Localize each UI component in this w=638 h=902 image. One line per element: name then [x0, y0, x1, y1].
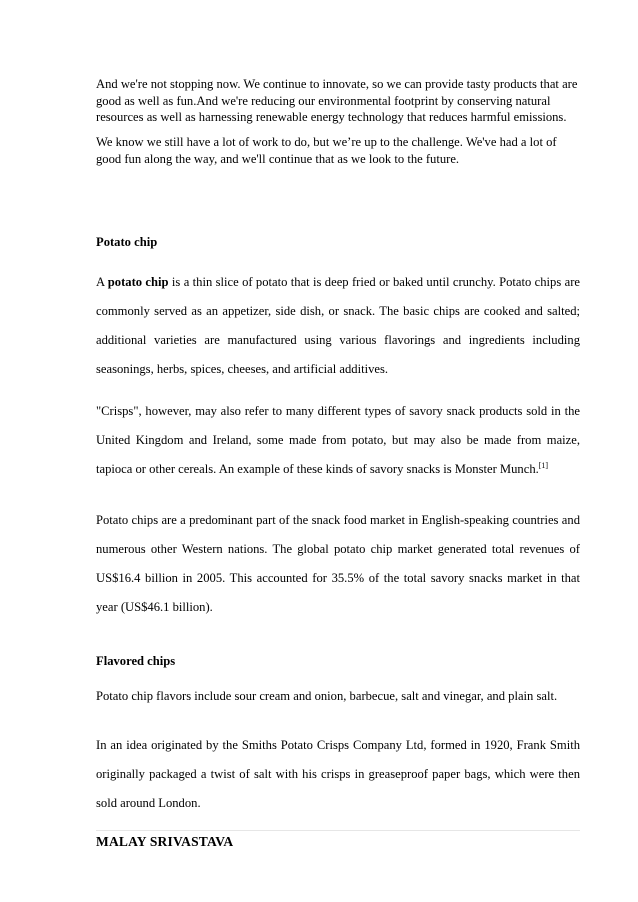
flavored-chips-paragraph-1: Potato chip flavors include sour cream and onion, barbecue, salt and vinegar, and plain salt.	[96, 689, 558, 703]
intro-paragraph-2: We know we still have a lot of work to do, but we’re up to the challenge. We've had a lot of good fun along the way, and we'll continue that as we look to the future.	[96, 135, 557, 166]
potato-chip-paragraph-1	[96, 268, 580, 384]
intro-paragraph-1: And we're not stopping now. We continue to innovate, so we can provide tasty products that are good as well as fun.And we're reducing our environmental footprint by conserving natural resources as well as harnessing renewable energy technology that reduces harmful emissions.	[96, 77, 578, 124]
footer-author: MALAY SRIVASTAVA	[96, 834, 234, 849]
section-heading-flavored-chips: Flavored chips	[96, 654, 176, 668]
citation-reference[interactable]: [1]	[538, 461, 549, 470]
footer-divider	[96, 830, 580, 831]
paragraph-body-text: "Crisps", however, may also refer to many different types of savory snack products sold in the United Kingdom and Ireland, some made from potato, but may also be made from maize, tapioca or other cereals. An example of these kinds of savory snacks is Monster Munch.	[96, 404, 580, 476]
flavored-chips-paragraph-2: In an idea originated by the Smiths Potato Crisps Company Ltd, formed in 1920, Frank Smith originally packaged a twist of salt with his crisps in greaseproof paper bags, which were then sold around London.	[96, 738, 580, 810]
paragraph-body-text: is a thin slice of potato that is deep fried or baked until crunchy. Potato chips are commonly served as an appetizer, side dish, or snack. The basic chips are cooked and salted; additional varieties are manufactured using various flavorings and ingredients including seasonings, herbs, spices, cheeses, and artificial additives.	[96, 275, 581, 376]
section-heading-potato-chip: Potato chip	[96, 235, 158, 249]
paragraph-lead-text: A	[96, 275, 108, 289]
potato-chip-paragraph-3: Potato chips are a predominant part of the snack food market in English-speaking countries and numerous other Western nations. The global potato chip market generated total revenues of US$16.4 billion in 2005. This accounted for 35.5% of the total savory snacks market in that year (US$46.1 billion).	[96, 513, 580, 614]
potato-chip-paragraph-2	[96, 397, 580, 484]
term-potato-chip: potato chip	[107, 275, 169, 289]
